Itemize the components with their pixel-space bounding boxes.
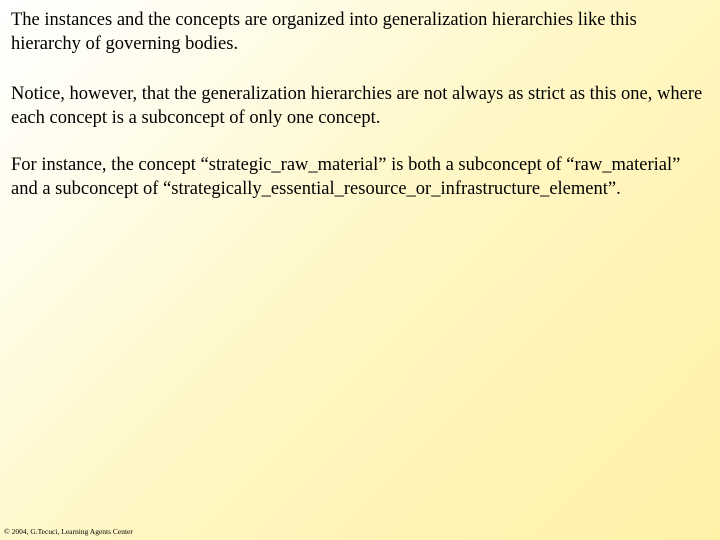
paragraph-strictness-notice: Notice, however, that the generalization hierarchies are not always as strict as this one, where each concept is a subconcept of only one concept. (11, 84, 703, 128)
paragraph-example: For instance, the concept “strategic_raw_material” is both a subconcept of “raw_material” and a subconcept of “strategically_essential_resource_or_infrastructure_element”. (11, 155, 681, 199)
paragraph-hierarchies: The instances and the concepts are organized into generalization hierarchies like this hierarchy of governing bodies. (11, 10, 637, 54)
copyright-footer: © 2004, G.Tecuci, Learning Agents Center (4, 527, 133, 536)
